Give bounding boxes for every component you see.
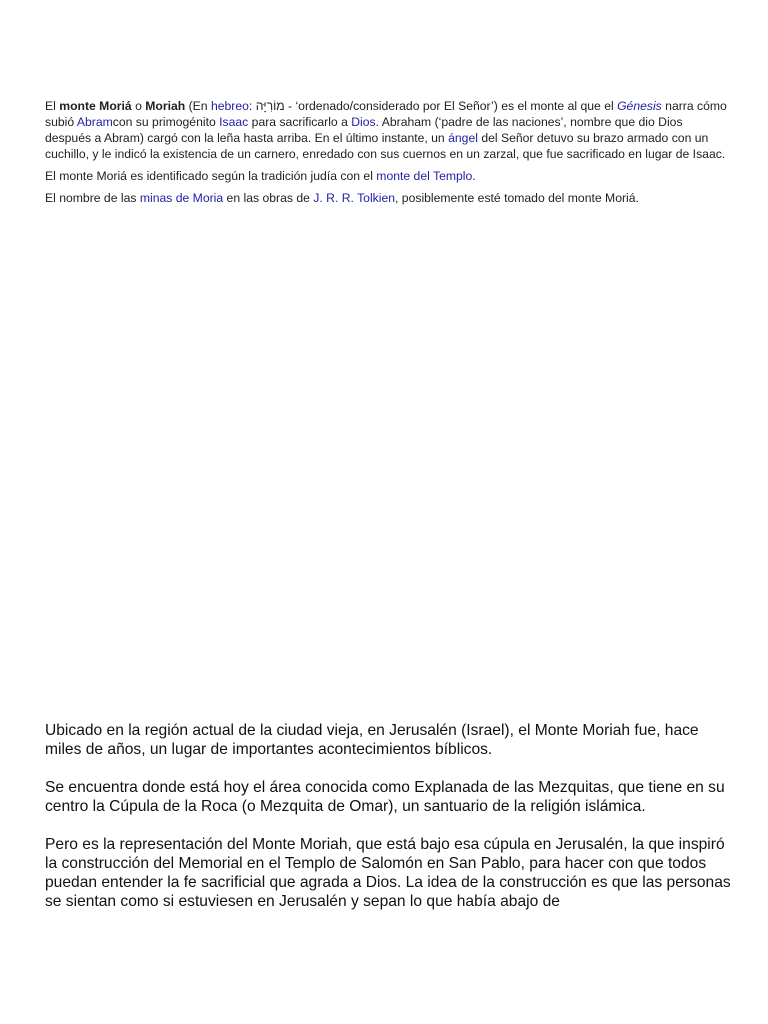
link-monte-del-templo[interactable]: monte del Templo	[376, 169, 473, 183]
text: en las obras de	[223, 191, 314, 205]
text: con su primogénito	[112, 115, 220, 129]
article-paragraph-2	[45, 168, 729, 184]
article-paragraph-1	[45, 98, 729, 162]
text: El nombre de las	[45, 191, 140, 205]
text: - ‘ordenado/considerado por El Señor’) es el monte al que el	[284, 99, 618, 113]
text: El monte Moriá es identificado según la tradición judía con el	[45, 169, 377, 183]
text: , posiblemente esté tomado del monte Moriá.	[395, 191, 639, 205]
link-genesis[interactable]: Génesis	[617, 99, 662, 113]
text: El	[45, 99, 60, 113]
bold-term-moriah: Moriah	[145, 99, 186, 113]
body-paragraph-2: Se encuentra donde está hoy el área conocida como Explanada de las Mezquitas, que tiene en su centro la Cúpula de la Roca (o Mezquita de Omar), un santuario de la religión islámica.	[45, 779, 725, 815]
link-isaac[interactable]: Isaac	[219, 115, 249, 129]
bold-term-monte-moria: monte Moriá	[59, 99, 132, 113]
link-hebreo[interactable]: hebreo	[210, 99, 249, 113]
text: (En	[185, 99, 211, 113]
article-paragraph-3	[45, 190, 729, 206]
link-minas-de-moria[interactable]: minas de Moria	[139, 191, 224, 205]
link-dios[interactable]: Dios	[351, 115, 376, 129]
text: para sacrificarlo a	[248, 115, 352, 129]
text: . Abraham (‘padre de las naciones’, nombre que dio Dios después a Abram) cargó con la leña hasta arriba. En el último instante, un	[45, 115, 683, 145]
article-excerpt	[45, 98, 729, 212]
link-tolkien[interactable]: J. R. R. Tolkien	[313, 191, 396, 205]
text: del Señor detuvo su brazo armado con un cuchillo, y le indicó la existencia de un carnero, enredado con sus cuernos en un zarzal, que fue sacrificado en lugar de Isaac.	[45, 131, 726, 161]
hebrew-word: מוֹרִיָּה	[255, 99, 285, 113]
text: .	[472, 169, 476, 183]
body-text	[45, 721, 735, 930]
body-paragraph-3: Pero es la representación del Monte Moriah, que está bajo esa cúpula en Jerusalén, la que inspiró la construcción del Memorial en el Templo de Salomón en San Pablo, para hacer con que todos puedan entender la fe sacrificial que agrada a Dios. La idea de la construcción es que las personas se sientan como si estuviesen en Jerusalén y sepan lo que había abajo de	[45, 836, 731, 910]
link-angel[interactable]: ángel	[448, 131, 478, 145]
link-abram[interactable]: Abram	[76, 115, 113, 129]
text: :	[248, 99, 256, 113]
text: narra cómo subió	[45, 99, 727, 129]
text: o	[131, 99, 146, 113]
body-paragraph-1: Ubicado en la región actual de la ciudad vieja, en Jerusalén (Israel), el Monte Moriah fue, hace miles de años, un lugar de importantes acontecimientos bíblicos.	[45, 722, 699, 758]
